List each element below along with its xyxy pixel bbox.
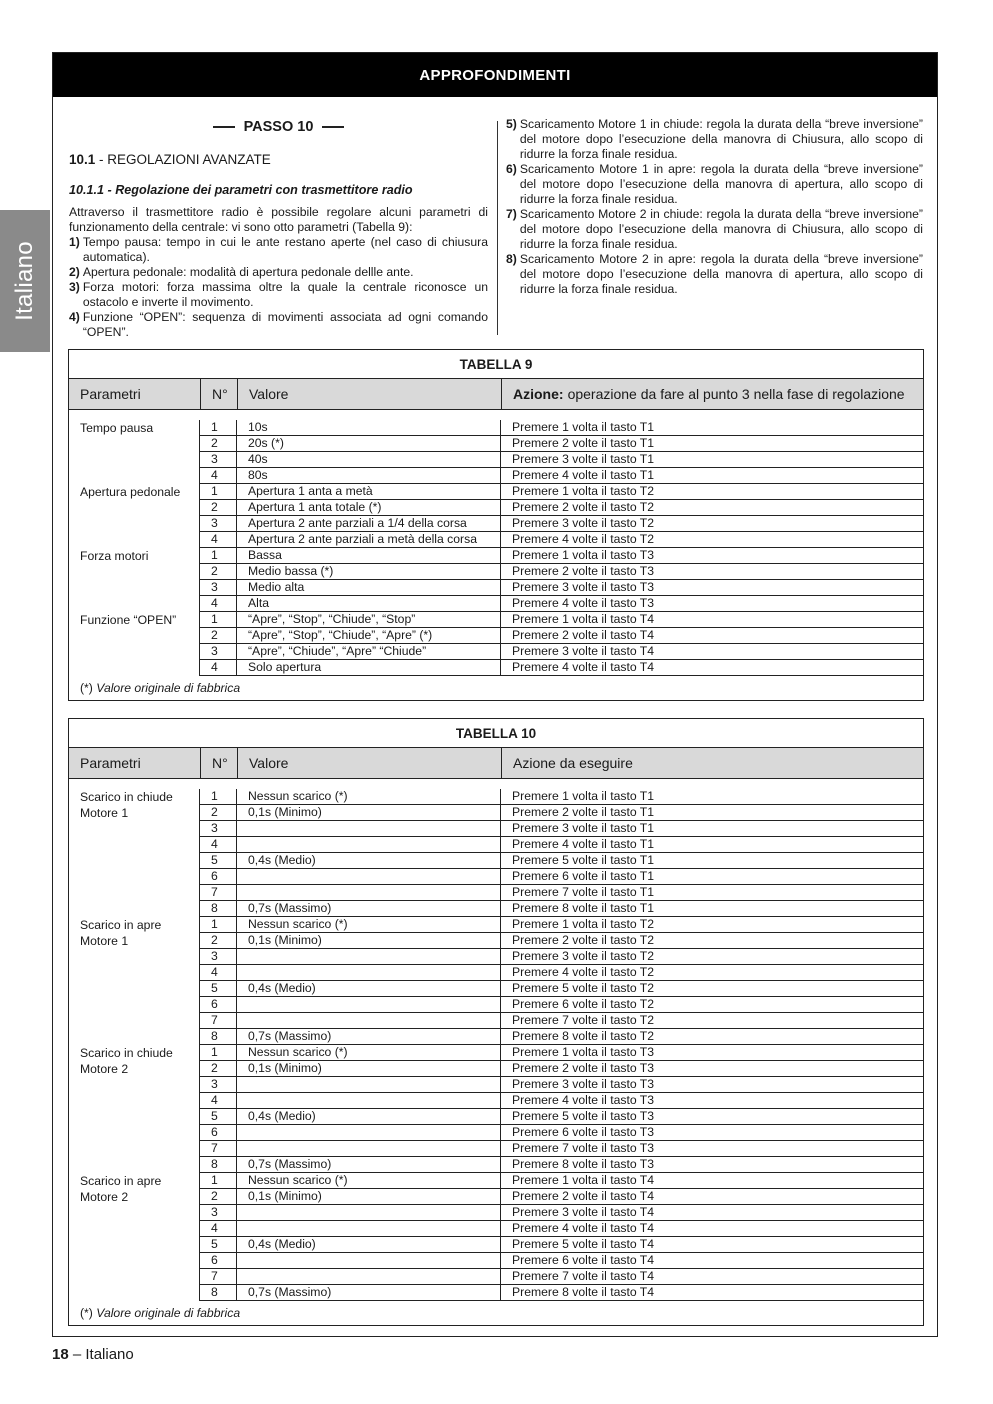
table-row bbox=[200, 452, 923, 468]
table-cell-num: 2 bbox=[200, 933, 237, 949]
parameter-list-right bbox=[506, 117, 923, 297]
table-row bbox=[200, 564, 923, 580]
table-cell-value bbox=[237, 965, 501, 981]
list-item-number: 2) bbox=[69, 265, 80, 279]
table-row bbox=[200, 805, 923, 821]
table-row bbox=[200, 1061, 923, 1077]
table-cell-value: 0,1s (Minimo) bbox=[237, 1061, 501, 1077]
table-row bbox=[200, 885, 923, 901]
table-cell-num: 1 bbox=[200, 1045, 237, 1061]
list-item-text: Forza motori: forza massima oltre la quale la centrale riconosce un ostacolo e inverte il movimento. bbox=[82, 280, 488, 309]
table-cell-num: 8 bbox=[200, 1285, 237, 1301]
table-cell-action: Premere 3 volte il tasto T3 bbox=[501, 1077, 923, 1093]
table-row bbox=[200, 997, 923, 1013]
table-cell-action: Premere 4 volte il tasto T4 bbox=[501, 1221, 923, 1237]
table-cell-num: 3 bbox=[200, 580, 237, 596]
page-number: 18 bbox=[52, 1346, 69, 1363]
table-cell-num: 3 bbox=[200, 516, 237, 532]
table-cell-num: 4 bbox=[200, 1221, 237, 1237]
table-param-line: Funzione “OPEN” bbox=[80, 613, 177, 627]
table-cell-action: Premere 5 volte il tasto T1 bbox=[501, 853, 923, 869]
column-separator bbox=[497, 121, 498, 335]
table-cell-action: Premere 2 volte il tasto T4 bbox=[501, 1189, 923, 1205]
table-cell-action: Premere 2 volte il tasto T3 bbox=[501, 1061, 923, 1077]
table-param-line: Scarico in apre bbox=[80, 1174, 162, 1188]
footer-sep: – bbox=[68, 1346, 86, 1363]
header-param: Parametri bbox=[80, 386, 141, 402]
table-cell-action: Premere 1 volta il tasto T3 bbox=[501, 548, 923, 564]
list-item-number: 4) bbox=[69, 310, 80, 324]
table-cell-action: Premere 7 volte il tasto T2 bbox=[501, 1013, 923, 1029]
table-cell-value: 10s bbox=[237, 420, 501, 436]
table-row bbox=[200, 660, 923, 676]
table-cell-value bbox=[237, 885, 501, 901]
table-param-line: Motore 2 bbox=[80, 1190, 129, 1204]
table-cell-action: Premere 2 volte il tasto T2 bbox=[501, 500, 923, 516]
list-item bbox=[506, 162, 923, 207]
table-cell-value: 0,7s (Massimo) bbox=[237, 1157, 501, 1173]
table-group-rows bbox=[200, 420, 923, 484]
table-group-rows bbox=[200, 917, 923, 1045]
intro-right-column bbox=[506, 117, 923, 297]
table-row bbox=[200, 789, 923, 805]
table-cell-value: Nessun scarico (*) bbox=[237, 789, 501, 805]
table-cell-value bbox=[237, 1013, 501, 1029]
table-cell-action: Premere 7 volte il tasto T3 bbox=[501, 1141, 923, 1157]
table-row bbox=[200, 612, 923, 628]
table-9-body bbox=[69, 410, 923, 676]
table-cell-num: 2 bbox=[200, 1189, 237, 1205]
table-row bbox=[200, 516, 923, 532]
table-cell-action: Premere 5 volte il tasto T4 bbox=[501, 1237, 923, 1253]
table-cell-value: 0,4s (Medio) bbox=[237, 853, 501, 869]
table-cell-num: 6 bbox=[200, 997, 237, 1013]
table-cell-num: 2 bbox=[200, 436, 237, 452]
table-cell-value: 0,1s (Minimo) bbox=[237, 933, 501, 949]
table-cell-num: 4 bbox=[200, 1093, 237, 1109]
table-param-line: Motore 2 bbox=[80, 1062, 129, 1076]
table-cell-value: Apertura 1 anta a metà bbox=[237, 484, 501, 500]
table-10-title: TABELLA 10 bbox=[69, 719, 923, 748]
table-row bbox=[200, 1109, 923, 1125]
table-cell-action: Premere 2 volte il tasto T1 bbox=[501, 436, 923, 452]
table-cell-num: 2 bbox=[200, 805, 237, 821]
table-param-cell bbox=[69, 789, 200, 917]
table-row bbox=[200, 1013, 923, 1029]
table-row bbox=[200, 1125, 923, 1141]
table-row bbox=[200, 644, 923, 660]
table-cell-num: 2 bbox=[200, 1061, 237, 1077]
table-cell-value: “Apre”, “Stop”, “Chiude”, “Apre” (*) bbox=[237, 628, 501, 644]
table-cell-value bbox=[237, 1077, 501, 1093]
list-item bbox=[69, 265, 488, 280]
table-row bbox=[200, 965, 923, 981]
table-cell-value bbox=[237, 1141, 501, 1157]
table-param-line: Motore 1 bbox=[80, 806, 129, 820]
table-cell-num: 6 bbox=[200, 1125, 237, 1141]
header-value: Valore bbox=[237, 748, 501, 778]
table-cell-num: 4 bbox=[200, 965, 237, 981]
table-cell-value: Nessun scarico (*) bbox=[237, 1045, 501, 1061]
table-cell-value: 20s (*) bbox=[237, 436, 501, 452]
table-cell-action: Premere 8 volte il tasto T2 bbox=[501, 1029, 923, 1045]
table-cell-num: 3 bbox=[200, 1077, 237, 1093]
table-row bbox=[200, 1029, 923, 1045]
table-cell-num: 5 bbox=[200, 1109, 237, 1125]
table-cell-value: 0,1s (Minimo) bbox=[237, 1189, 501, 1205]
table-param-line: Scarico in apre bbox=[80, 918, 162, 932]
table-9-footnote bbox=[69, 676, 923, 700]
table-group bbox=[69, 548, 923, 612]
dash-right bbox=[322, 126, 344, 128]
table-cell-action: Premere 4 volte il tasto T1 bbox=[501, 837, 923, 853]
list-item-number: 8) bbox=[506, 252, 517, 266]
table-cell-num: 7 bbox=[200, 1269, 237, 1285]
table-cell-action: Premere 4 volte il tasto T3 bbox=[501, 596, 923, 612]
list-item-text: Apertura pedonale: modalità di apertura pedonale dellle ante. bbox=[82, 265, 414, 279]
table-cell-value: 0,4s (Medio) bbox=[237, 1109, 501, 1125]
table-cell-action: Premere 1 volta il tasto T1 bbox=[501, 420, 923, 436]
table-param-cell bbox=[69, 484, 200, 548]
table-cell-num: 2 bbox=[200, 500, 237, 516]
table-row bbox=[200, 821, 923, 837]
table-row bbox=[200, 933, 923, 949]
table-group-rows bbox=[200, 484, 923, 548]
list-item-text: Tempo pausa: tempo in cui le ante restano aperte (nel caso di chiusura automatica). bbox=[82, 235, 488, 264]
table-param-cell bbox=[69, 420, 200, 484]
table-cell-value: Alta bbox=[237, 596, 501, 612]
table-cell-num: 4 bbox=[200, 837, 237, 853]
table-10-footnote bbox=[69, 1301, 923, 1325]
table-cell-value: Apertura 2 ante parziali a 1/4 della corsa bbox=[237, 516, 501, 532]
table-group-rows bbox=[200, 612, 923, 676]
table-cell-value: Nessun scarico (*) bbox=[237, 917, 501, 933]
table-param-line: Motore 1 bbox=[80, 934, 129, 948]
table-9 bbox=[68, 349, 924, 701]
table-cell-num: 3 bbox=[200, 949, 237, 965]
table-9-title: TABELLA 9 bbox=[69, 350, 923, 379]
intro-left-column bbox=[69, 117, 488, 340]
table-param-line: Scarico in chiude bbox=[80, 790, 173, 804]
table-cell-action: Premere 1 volta il tasto T1 bbox=[501, 789, 923, 805]
table-row bbox=[200, 1269, 923, 1285]
table-param-cell bbox=[69, 917, 200, 1045]
footnote-mark: (*) bbox=[80, 681, 93, 695]
table-row bbox=[200, 1157, 923, 1173]
table-row bbox=[200, 1093, 923, 1109]
table-10-body bbox=[69, 779, 923, 1301]
table-cell-value bbox=[237, 821, 501, 837]
table-cell-value: 0,7s (Massimo) bbox=[237, 901, 501, 917]
table-row bbox=[200, 1045, 923, 1061]
table-group bbox=[69, 1173, 923, 1301]
table-row bbox=[200, 901, 923, 917]
table-cell-value bbox=[237, 1221, 501, 1237]
table-cell-action: Premere 1 volta il tasto T4 bbox=[501, 1173, 923, 1189]
table-cell-num: 1 bbox=[200, 789, 237, 805]
table-9-header bbox=[69, 379, 923, 410]
table-row bbox=[200, 468, 923, 484]
table-cell-action: Premere 3 volte il tasto T1 bbox=[501, 821, 923, 837]
table-cell-action: Premere 1 volta il tasto T2 bbox=[501, 484, 923, 500]
list-item-text: Funzione “OPEN”: sequenza di movimenti associata ad ogni comando “OPEN”. bbox=[82, 310, 488, 339]
list-item-text: Scaricamento Motore 1 in apre: regola la durata della “breve inversione” del motore dopo l’esecuzione della manovra di apertura, allo scopo di ridurre la forza finale residua. bbox=[519, 162, 923, 206]
table-cell-num: 2 bbox=[200, 628, 237, 644]
table-cell-action: Premere 4 volte il tasto T1 bbox=[501, 468, 923, 484]
table-cell-action: Premere 8 volte il tasto T3 bbox=[501, 1157, 923, 1173]
table-cell-value: Solo apertura bbox=[237, 660, 501, 676]
table-cell-action: Premere 5 volte il tasto T3 bbox=[501, 1109, 923, 1125]
page-footer bbox=[52, 1346, 134, 1363]
table-cell-action: Premere 8 volte il tasto T4 bbox=[501, 1285, 923, 1301]
list-item-number: 6) bbox=[506, 162, 517, 176]
table-cell-num: 1 bbox=[200, 420, 237, 436]
table-cell-action: Premere 2 volte il tasto T4 bbox=[501, 628, 923, 644]
list-item-number: 7) bbox=[506, 207, 517, 221]
list-item-number: 3) bbox=[69, 280, 80, 294]
list-item-text: Scaricamento Motore 2 in apre: regola la durata della “breve inversione” del motore dopo l’esecuzione della manovra di apertura, allo scopo di ridurre la forza finale residua. bbox=[519, 252, 923, 296]
table-cell-action: Premere 5 volte il tasto T2 bbox=[501, 981, 923, 997]
table-row bbox=[200, 596, 923, 612]
table-cell-value: Medio bassa (*) bbox=[237, 564, 501, 580]
table-param-cell bbox=[69, 1173, 200, 1301]
table-cell-action: Premere 2 volte il tasto T1 bbox=[501, 805, 923, 821]
table-cell-num: 3 bbox=[200, 821, 237, 837]
parameter-list-left bbox=[69, 235, 488, 340]
table-cell-action: Premere 1 volta il tasto T3 bbox=[501, 1045, 923, 1061]
table-cell-action: Premere 2 volte il tasto T3 bbox=[501, 564, 923, 580]
table-row bbox=[200, 917, 923, 933]
list-item-text: Scaricamento Motore 1 in chiude: regola la durata della “breve inversione” del motore dopo l’esecuzione della manovra di Chiusura, allo scopo di ridurre la forza finale residua. bbox=[519, 117, 923, 161]
footnote-text: Valore originale di fabbrica bbox=[96, 681, 241, 695]
table-cell-action: Premere 2 volte il tasto T2 bbox=[501, 933, 923, 949]
table-cell-value: Apertura 2 ante parziali a metà della corsa bbox=[237, 532, 501, 548]
section-banner: APPROFONDIMENTI bbox=[53, 53, 937, 97]
table-cell-num: 4 bbox=[200, 532, 237, 548]
table-cell-num: 8 bbox=[200, 901, 237, 917]
table-cell-value: “Apre”, “Chiude”, “Apre” “Chiude” bbox=[237, 644, 501, 660]
table-row bbox=[200, 532, 923, 548]
table-cell-num: 1 bbox=[200, 917, 237, 933]
table-cell-value: Bassa bbox=[237, 548, 501, 564]
table-row bbox=[200, 420, 923, 436]
table-cell-action: Premere 7 volte il tasto T4 bbox=[501, 1269, 923, 1285]
table-cell-num: 6 bbox=[200, 869, 237, 885]
table-row bbox=[200, 837, 923, 853]
table-cell-num: 7 bbox=[200, 885, 237, 901]
table-cell-value: “Apre”, “Stop”, “Chiude”, “Stop” bbox=[237, 612, 501, 628]
table-cell-action: Premere 4 volte il tasto T2 bbox=[501, 965, 923, 981]
table-param-cell bbox=[69, 548, 200, 612]
table-cell-num: 5 bbox=[200, 853, 237, 869]
table-cell-num: 1 bbox=[200, 484, 237, 500]
section-label: - REGOLAZIONI AVANZATE bbox=[95, 152, 271, 167]
table-row bbox=[200, 1173, 923, 1189]
table-cell-num: 3 bbox=[200, 644, 237, 660]
footnote-text: Valore originale di fabbrica bbox=[96, 1306, 241, 1320]
table-cell-value bbox=[237, 1093, 501, 1109]
table-cell-action: Premere 3 volte il tasto T4 bbox=[501, 644, 923, 660]
table-group-rows bbox=[200, 789, 923, 917]
table-group-rows bbox=[200, 548, 923, 612]
header-num: N° bbox=[200, 379, 237, 409]
table-cell-action: Premere 6 volte il tasto T3 bbox=[501, 1125, 923, 1141]
list-item bbox=[506, 207, 923, 252]
table-cell-num: 7 bbox=[200, 1141, 237, 1157]
list-item bbox=[69, 280, 488, 310]
table-group-rows bbox=[200, 1173, 923, 1301]
table-row bbox=[200, 500, 923, 516]
table-cell-value: 0,4s (Medio) bbox=[237, 1237, 501, 1253]
table-row bbox=[200, 1221, 923, 1237]
table-row bbox=[200, 1285, 923, 1301]
list-item-text: Scaricamento Motore 2 in chiude: regola la durata della “breve inversione” del motore dopo l’esecuzione della manovra di Chiusura, allo scopo di ridurre la forza finale residua. bbox=[519, 207, 923, 251]
language-tab-label: Italiano bbox=[11, 241, 38, 321]
table-cell-value bbox=[237, 869, 501, 885]
table-row bbox=[200, 1189, 923, 1205]
section-number: 10.1 bbox=[69, 152, 96, 167]
table-row bbox=[200, 1205, 923, 1221]
table-cell-value: Nessun scarico (*) bbox=[237, 1173, 501, 1189]
header-param: Parametri bbox=[80, 755, 141, 771]
list-item bbox=[506, 117, 923, 162]
header-action: Azione da eseguire bbox=[501, 748, 923, 778]
table-cell-num: 8 bbox=[200, 1157, 237, 1173]
table-cell-value: 0,1s (Minimo) bbox=[237, 805, 501, 821]
table-cell-action: Premere 1 volta il tasto T4 bbox=[501, 612, 923, 628]
table-cell-value bbox=[237, 1269, 501, 1285]
intro-paragraph: Attraverso il trasmettitore radio è possibile regolare alcuni parametri di funzionamento della centrale: vi sono otto parametri (Tabella 9): bbox=[69, 205, 488, 234]
list-item bbox=[69, 235, 488, 265]
table-param-line: Apertura pedonale bbox=[80, 485, 181, 499]
table-10 bbox=[68, 718, 924, 1326]
table-cell-action: Premere 3 volte il tasto T3 bbox=[501, 580, 923, 596]
table-cell-num: 8 bbox=[200, 1029, 237, 1045]
table-group bbox=[69, 917, 923, 1045]
table-cell-action: Premere 6 volte il tasto T4 bbox=[501, 1253, 923, 1269]
table-cell-value bbox=[237, 1125, 501, 1141]
subsection-title: 10.1.1 - Regolazione dei parametri con trasmettitore radio bbox=[69, 183, 413, 197]
table-cell-num: 6 bbox=[200, 1253, 237, 1269]
table-cell-value bbox=[237, 949, 501, 965]
table-cell-num: 2 bbox=[200, 564, 237, 580]
table-cell-num: 7 bbox=[200, 1013, 237, 1029]
intro-section bbox=[69, 117, 923, 339]
table-row bbox=[200, 949, 923, 965]
header-action-text: operazione da fare al punto 3 nella fase di regolazione bbox=[567, 386, 905, 402]
table-cell-action: Premere 3 volte il tasto T2 bbox=[501, 949, 923, 965]
table-cell-action: Premere 6 volte il tasto T2 bbox=[501, 997, 923, 1013]
table-cell-num: 4 bbox=[200, 596, 237, 612]
table-group bbox=[69, 420, 923, 484]
section-title bbox=[69, 152, 488, 167]
table-cell-action: Premere 6 volte il tasto T1 bbox=[501, 869, 923, 885]
table-cell-action: Premere 4 volte il tasto T2 bbox=[501, 532, 923, 548]
list-item-number: 5) bbox=[506, 117, 517, 131]
table-cell-action: Premere 7 volte il tasto T1 bbox=[501, 885, 923, 901]
list-item bbox=[69, 310, 488, 340]
table-param-line: Forza motori bbox=[80, 549, 149, 563]
table-row bbox=[200, 548, 923, 564]
table-param-line: Scarico in chiude bbox=[80, 1046, 173, 1060]
table-cell-num: 5 bbox=[200, 1237, 237, 1253]
dash-left bbox=[213, 126, 235, 128]
table-group bbox=[69, 484, 923, 548]
table-group bbox=[69, 1045, 923, 1173]
table-row bbox=[200, 1141, 923, 1157]
table-param-line: Tempo pausa bbox=[80, 421, 154, 435]
table-row bbox=[200, 869, 923, 885]
table-param-cell bbox=[69, 1045, 200, 1173]
table-cell-action: Premere 3 volte il tasto T2 bbox=[501, 516, 923, 532]
table-cell-action: Premere 4 volte il tasto T4 bbox=[501, 660, 923, 676]
table-cell-value: Apertura 1 anta totale (*) bbox=[237, 500, 501, 516]
table-cell-action: Premere 3 volte il tasto T1 bbox=[501, 452, 923, 468]
table-cell-action: Premere 1 volta il tasto T2 bbox=[501, 917, 923, 933]
table-cell-value bbox=[237, 837, 501, 853]
table-row bbox=[200, 981, 923, 997]
table-row bbox=[200, 1237, 923, 1253]
table-cell-value bbox=[237, 997, 501, 1013]
footnote-mark: (*) bbox=[80, 1306, 93, 1320]
table-10-header bbox=[69, 748, 923, 779]
table-cell-value bbox=[237, 1253, 501, 1269]
table-cell-action: Premere 4 volte il tasto T3 bbox=[501, 1093, 923, 1109]
table-cell-num: 1 bbox=[200, 1173, 237, 1189]
table-cell-num: 4 bbox=[200, 468, 237, 484]
table-row bbox=[200, 484, 923, 500]
list-item bbox=[506, 252, 923, 297]
table-cell-value: 80s bbox=[237, 468, 501, 484]
table-cell-value: 0,4s (Medio) bbox=[237, 981, 501, 997]
language-tab bbox=[0, 210, 50, 352]
table-cell-num: 4 bbox=[200, 660, 237, 676]
table-row bbox=[200, 1077, 923, 1093]
table-group bbox=[69, 789, 923, 917]
table-cell-value: 40s bbox=[237, 452, 501, 468]
header-value: Valore bbox=[237, 379, 501, 409]
table-cell-value: Medio alta bbox=[237, 580, 501, 596]
table-row bbox=[200, 436, 923, 452]
step-title bbox=[69, 120, 488, 140]
step-label: PASSO 10 bbox=[243, 119, 314, 135]
table-cell-value: 0,7s (Massimo) bbox=[237, 1285, 501, 1301]
content-frame bbox=[52, 52, 938, 1337]
table-cell-value bbox=[237, 1205, 501, 1221]
table-cell-num: 5 bbox=[200, 981, 237, 997]
table-group-rows bbox=[200, 1045, 923, 1173]
table-param-cell bbox=[69, 612, 200, 676]
table-cell-num: 1 bbox=[200, 548, 237, 564]
table-cell-action: Premere 8 volte il tasto T1 bbox=[501, 901, 923, 917]
header-num: N° bbox=[200, 748, 237, 778]
table-cell-num: 1 bbox=[200, 612, 237, 628]
list-item-number: 1) bbox=[69, 235, 80, 249]
header-action bbox=[501, 379, 923, 409]
table-row bbox=[200, 628, 923, 644]
table-cell-value: 0,7s (Massimo) bbox=[237, 1029, 501, 1045]
table-cell-action: Premere 3 volte il tasto T4 bbox=[501, 1205, 923, 1221]
table-row bbox=[200, 1253, 923, 1269]
table-cell-num: 3 bbox=[200, 452, 237, 468]
footer-language: Italiano bbox=[85, 1346, 134, 1363]
table-row bbox=[200, 580, 923, 596]
table-group bbox=[69, 612, 923, 676]
table-row bbox=[200, 853, 923, 869]
header-action-bold: Azione: bbox=[513, 386, 564, 402]
table-cell-num: 3 bbox=[200, 1205, 237, 1221]
